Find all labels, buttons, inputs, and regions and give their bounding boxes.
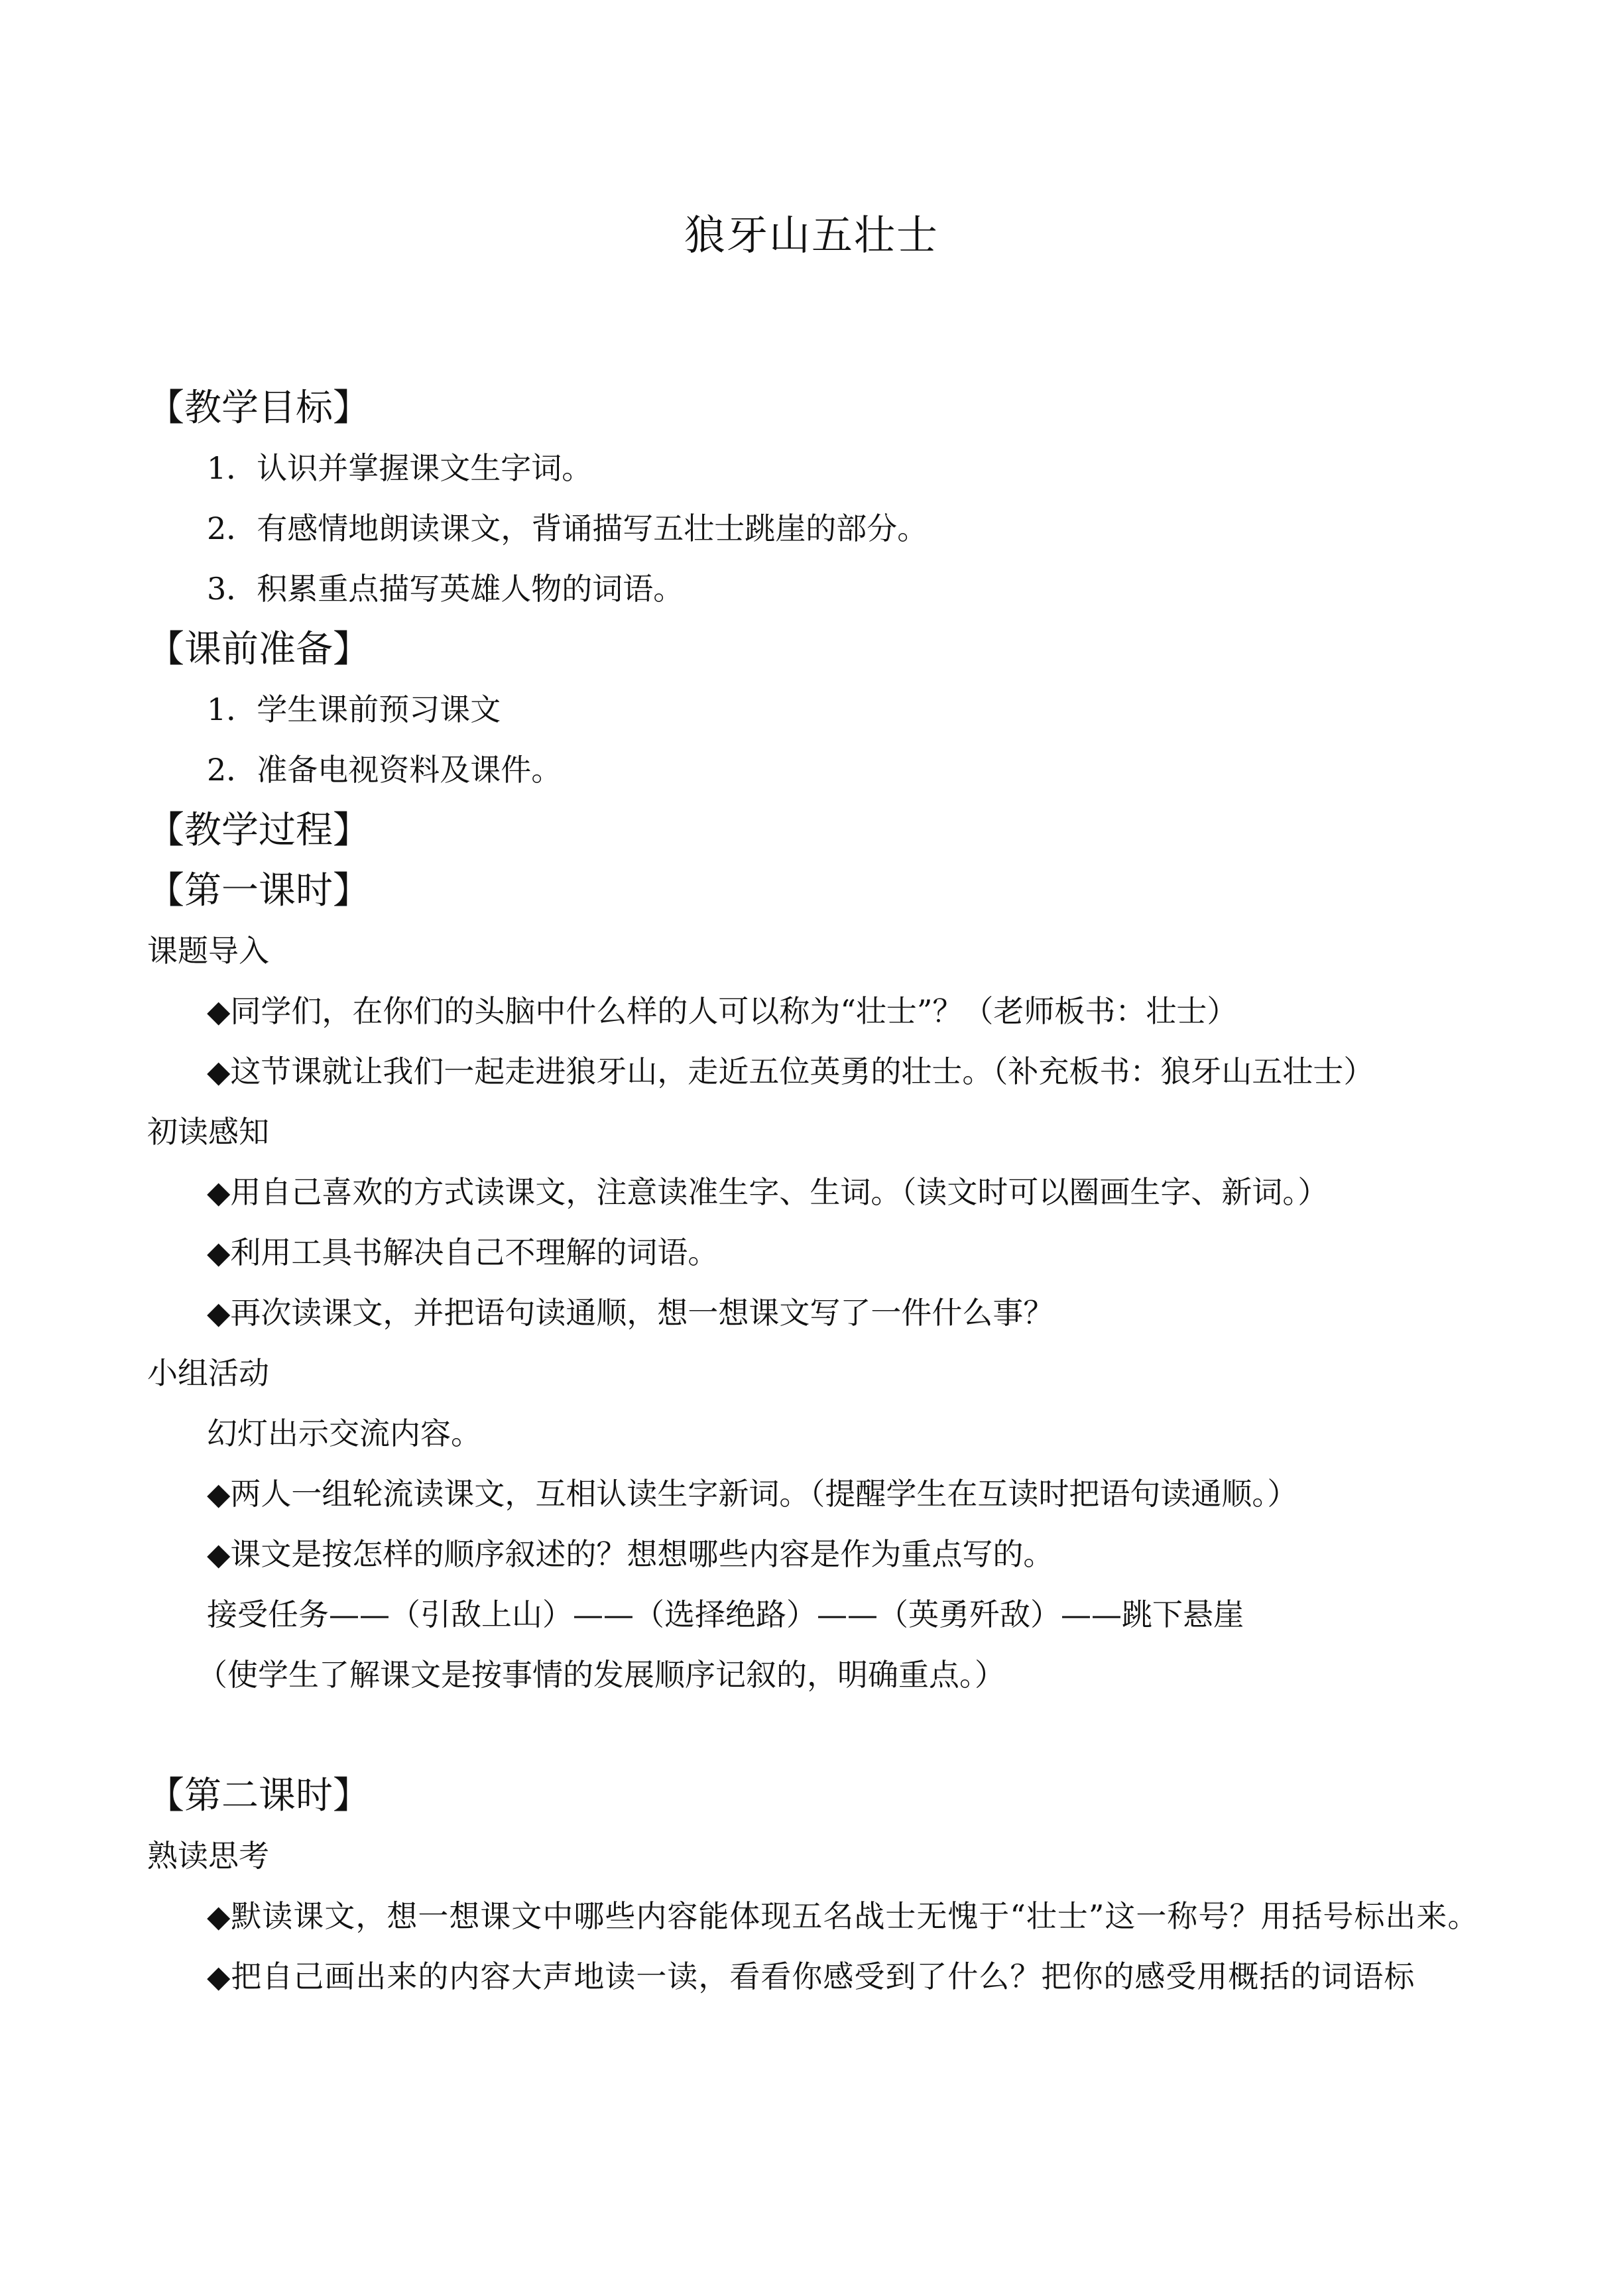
preparation-item: 2．准备电视资料及课件。: [207, 752, 562, 788]
section-heading-objectives: 【教学目标】: [147, 387, 370, 430]
objective-item: 1．认识并掌握课文生字词。: [207, 450, 593, 486]
lesson1-item: ◆再次读课文，并把语句读通顺，想一想课文写了一件什么事？: [207, 1295, 1054, 1331]
lesson1-item: 接受任务——（引敌上山）——（选择绝路）——（英勇歼敌）——跳下悬崖: [207, 1597, 1244, 1632]
lesson2-item: ◆默读课文，想一想课文中哪些内容能体现五名战士无愧于“壮士”这一称号？用括号标出来。: [207, 1898, 1479, 1934]
lesson1-part-title: 课题导入: [147, 933, 269, 969]
document-title: 狼牙山五壮士: [684, 211, 939, 259]
lesson2-part-title: 熟读思考: [147, 1838, 269, 1874]
lesson1-part-title: 初读感知: [147, 1114, 269, 1150]
lesson1-part-title: 小组活动: [147, 1355, 269, 1391]
section-heading-process: 【教学过程】: [147, 809, 370, 852]
section-heading-lesson1: 【第一课时】: [147, 869, 370, 912]
section-heading-preparation: 【课前准备】: [147, 628, 370, 671]
document-body: [147, 378, 1486, 2007]
objective-item: 2．有感情地朗读课文，背诵描写五壮士跳崖的部分。: [207, 511, 928, 546]
preparation-item: 1．学生课前预习课文: [207, 692, 501, 727]
lesson1-item: ◆两人一组轮流读课文，互相认读生字新词。（提醒学生在互读时把语句读通顺。）: [207, 1476, 1298, 1512]
lesson1-item: ◆同学们，在你们的头脑中什么样的人可以称为“壮士”？（老师板书：壮士）: [207, 993, 1238, 1029]
lesson2-item: ◆把自己画出来的内容大声地读一读，看看你感受到了什么？把你的感受用概括的词语标: [207, 1959, 1415, 1994]
lesson1-item: （使学生了解课文是按事情的发展顺序记叙的，明确重点。）: [197, 1657, 1005, 1693]
lesson1-item: ◆这节课就让我们一起走进狼牙山，走近五位英勇的壮士。（补充板书：狼牙山五壮士）: [207, 1054, 1374, 1089]
section-heading-lesson2: 【第二课时】: [147, 1774, 370, 1817]
lesson1-item: 幻灯出示交流内容。: [207, 1416, 481, 1451]
section-gap: [147, 1705, 1486, 1766]
lesson1-item: ◆课文是按怎样的顺序叙述的？想想哪些内容是作为重点写的。: [207, 1536, 1054, 1572]
lesson1-item: ◆利用工具书解决自己不理解的词语。: [207, 1235, 719, 1270]
objective-item: 3．积累重点描写英雄人物的词语。: [207, 571, 684, 607]
lesson1-item: ◆用自己喜欢的方式读课文，注意读准生字、生词。（读文时可以圈画生字、新词。）: [207, 1174, 1329, 1210]
